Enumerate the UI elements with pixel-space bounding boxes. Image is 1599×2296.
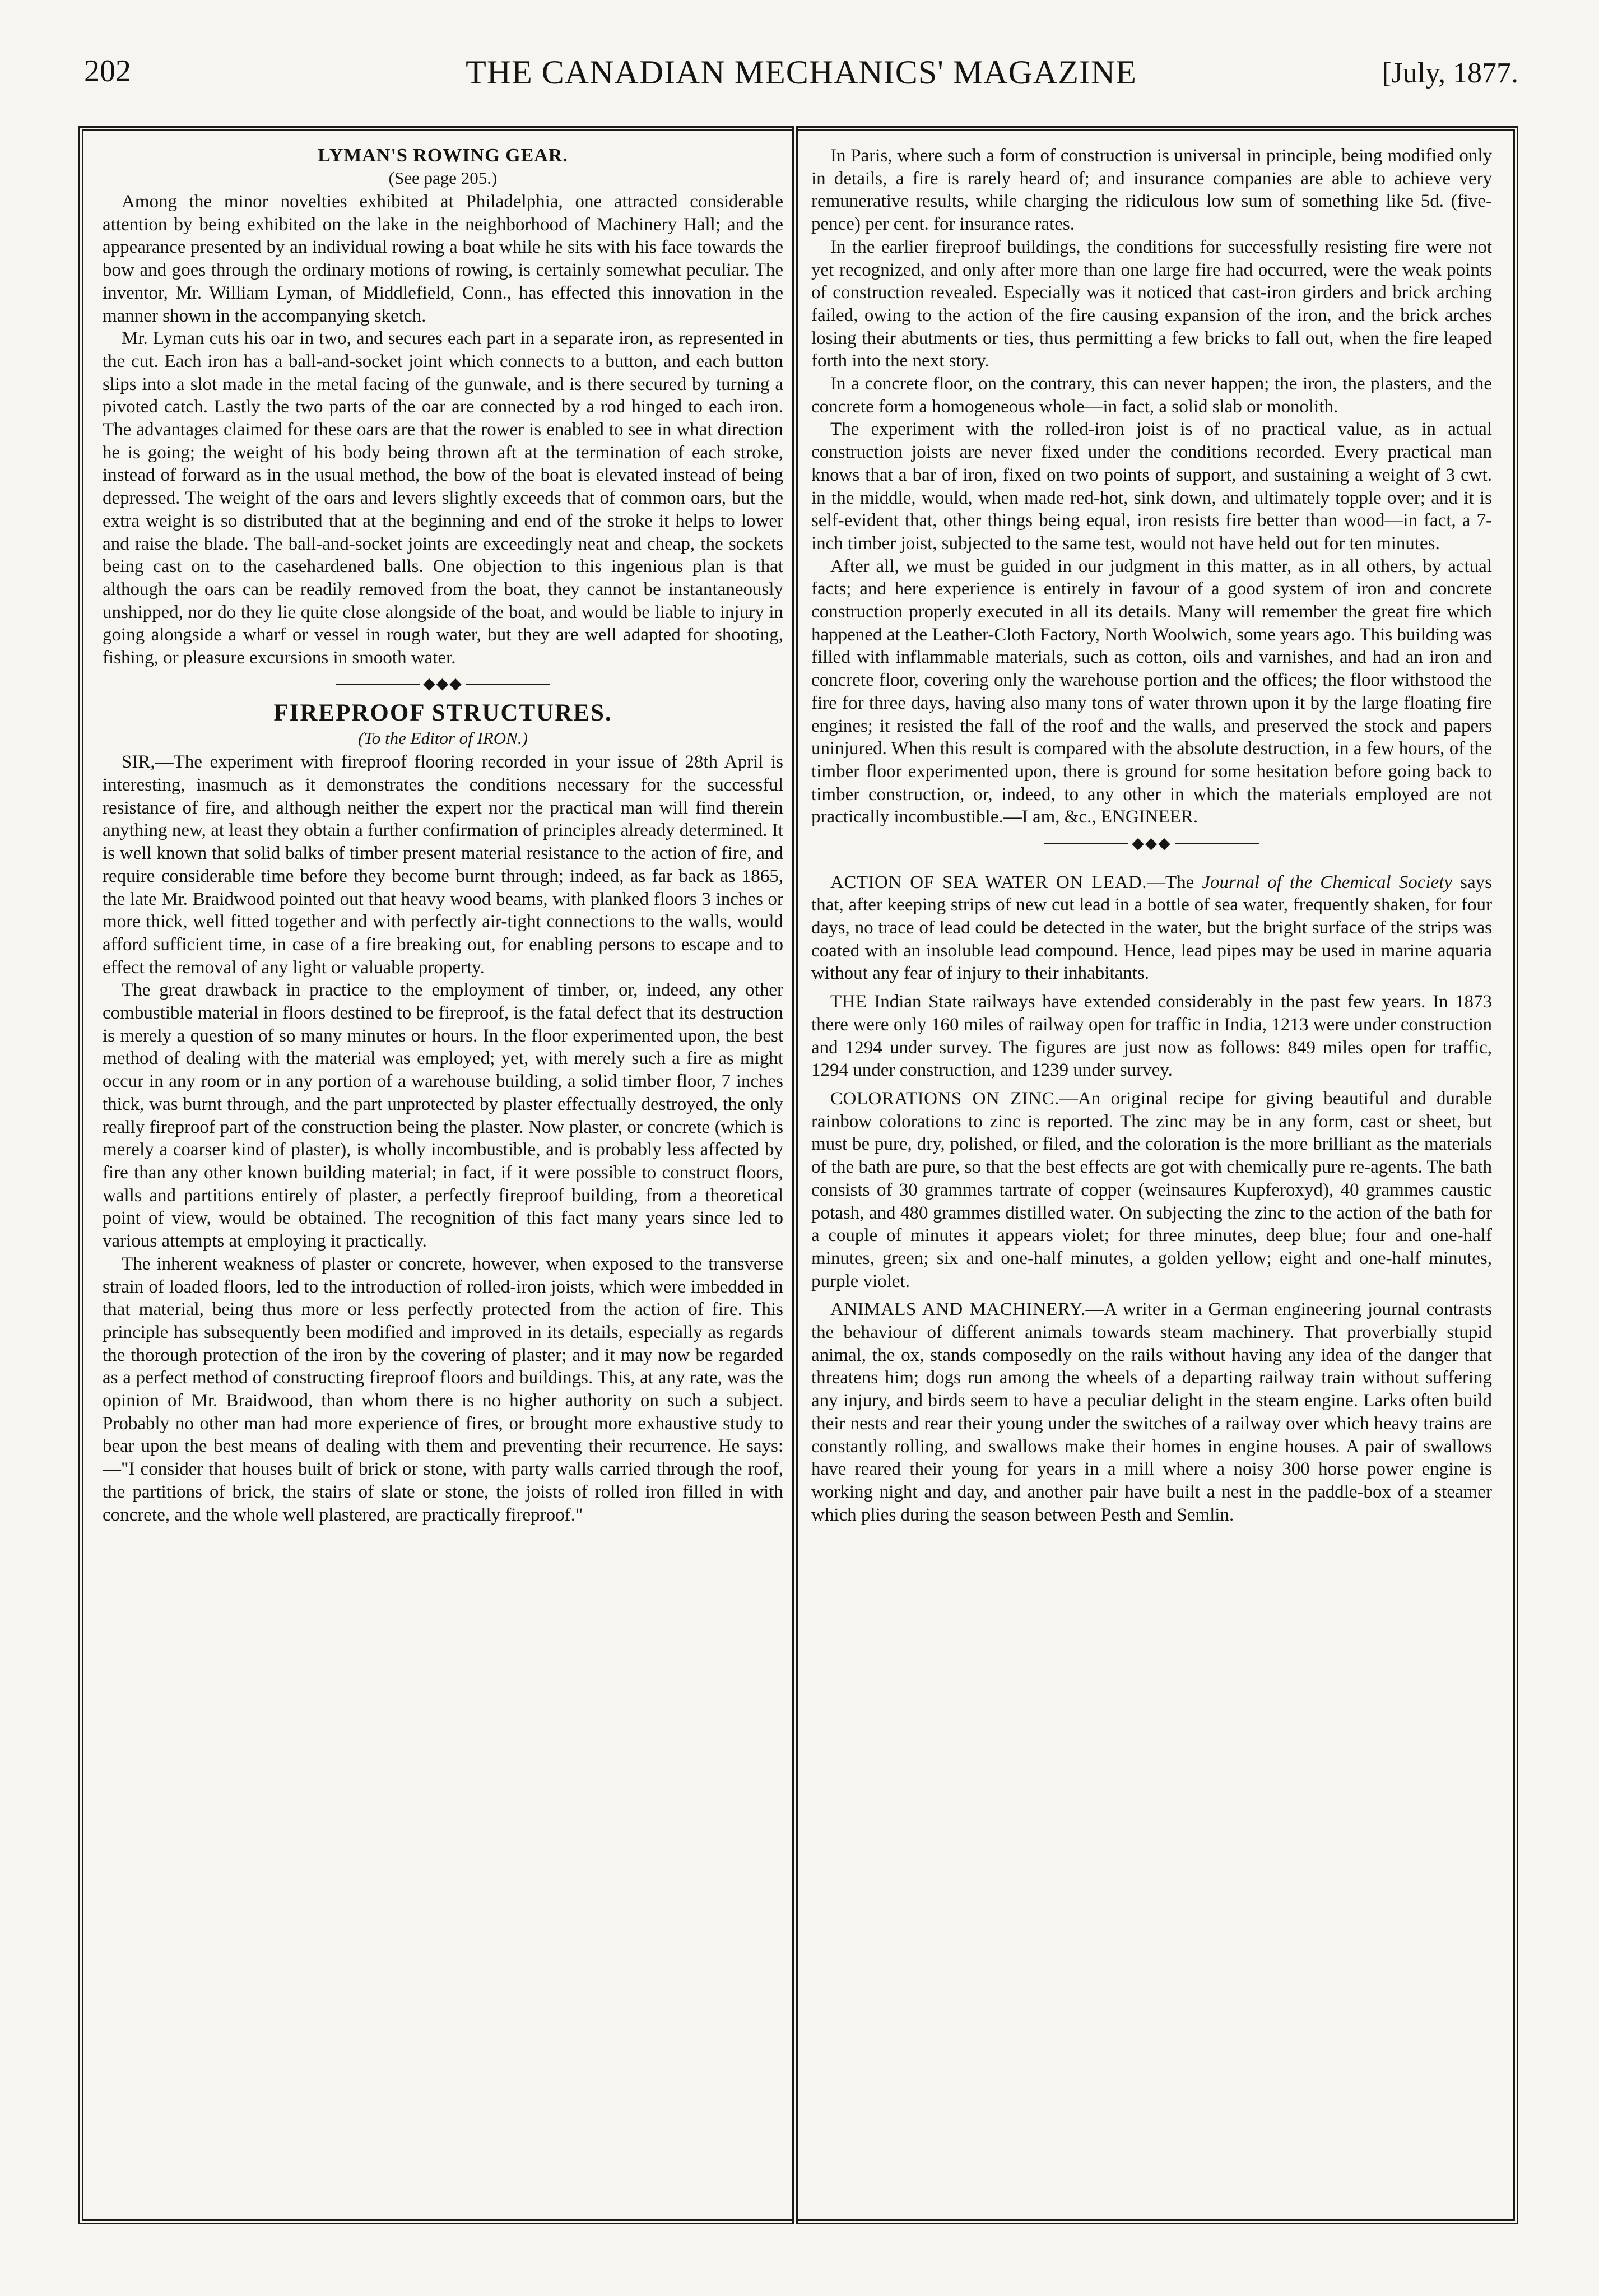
article-title-fireproof-structures: FIREPROOF STRUCTURES. (273, 700, 612, 727)
item-sea-water-on-lead (811, 871, 1492, 986)
journal-name: Journal of the Chemical Society (1202, 872, 1453, 893)
article-title-lymans-rowing-gear: LYMAN'S ROWING GEAR. (318, 145, 568, 166)
item-text: Indian State railways have extended considerably in the past few years. In 1873 there were only 160 miles of railway open for traffic in India, 1213 were under construction and 1294 under survey. The figures are just now as follows: 849 miles open for traffic, 1294 under construction, and 1239 under survey. (811, 992, 1492, 1081)
section-ornament: ◆◆◆ (103, 674, 783, 694)
item-lead-in: ANIMALS AND MACHINERY. (830, 1299, 1086, 1320)
paragraph: Mr. Lyman cuts his oar in two, and secures each part in a separate iron, as represented in the cut. Each iron has a ball-and-socket joint which connects to a button, and each button slips into a slot made in the metal facing of the gunwale, and is there secured by turning a pivoted catch. Lastly the two parts of the oar are connected by a rod hinged to each iron. The advantages claimed for these oars are that the rower is enabled to see in what direction he is going; the weight of his body being thrown aft at the termination of each stroke, instead of forward as in the usual method, the bow of the boat is elevated instead of being depressed. The weight of the oars and levers slightly exceeds that of common oars, but the extra weight is so distributed that at the beginning and end of the stroke it helps to lower and raise the blade. The ball-and-socket joints are exceedingly neat and cheap, the sockets being cast on to the casehardened balls. One objection to this ingenious plan is that although the oars can be readily removed from the boat, they cannot be instantaneously unshipped, nor do they lie quite close alongside of the boat, and would be liable to injury in going alongside a wharf or vessel in rough water, but they are well adapted for shooting, fishing, or pleasure excursions in smooth water. (103, 328, 783, 668)
page-reference: (See page 205.) (388, 168, 498, 188)
item-text: —A writer in a German engineering journal contrasts the behaviour of different animals towards steam machinery. That proverbially stupid animal, the ox, stands composedly on the rails without having any idea of the danger that threatens him; dogs run among the wheels of a departing railway train without suffering any injury, and birds seem to have a peculiar delight in the steam engine. Larks often build their nests and rear their young under the switches of a railway over which heavy trains are constantly rolling, and swallows make their homes in engine houses. A pair of swallows have reared their young for years in a mill where a noisy 300 horse power engine is working night and day, and another pair have built a nest in the paddle-box of a steamer which plies during the season between Pesth and Semlin. (811, 1299, 1492, 1525)
paragraph: After all, we must be guided in our judgment in this matter, as in all others, by actual facts; and here experience is entirely in favour of a good system of iron and concrete construction properly executed in all its details. Many will remember the great fire which happened at the Leather-Cloth Factory, North Woolwich, some years ago. This building was filled with inflammable materials, such as cotton, oils and varnishes, and had an iron and concrete floor, covering only the warehouse portion and the offices; the floor withstood the fire for three days, having also many tons of water thrown upon it by the large floating fire engines; it resisted the fall of the roof and the walls, and preserved the stock and papers uninjured. When this result is compared with the absolute destruction, in a few hours, of the timber floor experimented upon, there is ground for some hesitation before going back to timber construction, or, indeed, to any other in which the materials employed are not practically incombustible.—I am, &c., ENGINEER. (811, 556, 1492, 828)
paragraph: Among the minor novelties exhibited at Philadelphia, one attracted considerable attention by being exhibited on the lake in the neighborhood of Machinery Hall; and the appearance presented by an individual rowing a boat while he sits with his face towards the bow and goes through the ordinary motions of rowing, is certainly somewhat peculiar. The inventor, Mr. William Lyman, of Middlefield, Conn., has effected this innovation in the manner shown in the accompanying sketch. (103, 192, 783, 326)
paragraph: In the earlier fireproof buildings, the conditions for successfully resisting fire were not yet recognized, and only after more than one large fire had occurred, were the weak points of construction revealed. Especially was it noticed that cast-iron girders and brick arching failed, owing to the action of the fire causing expansion of the iron, and the brick arches losing their abutments or ties, thus permitting a few bricks to fall out, when the fire leaped forth into the next story. (811, 236, 1492, 371)
item-lead-in: THE (830, 992, 867, 1012)
item-text: —An original recipe for giving beautiful and durable rainbow colorations to zinc is reported. The zinc may be in any form, cast or sheet, but must be pure, dry, polished, or filed, and the coloration is the more brilliant as the materials of the bath are pure, so that the best effects are got with chemically pure re-agents. The bath consists of 30 grammes tartrate of copper (weinsaures Kupferoxyd), 40 grammes caustic potash, and 480 grammes distilled water. On subjecting the zinc to the action of the bath for a couple of minutes it appears violet; for three minutes, deep blue; four and one-half minutes, green; six and one-half minutes, a golden yellow; eight and one-half minutes, purple violet. (811, 1089, 1492, 1291)
paragraph: In Paris, where such a form of construction is universal in principle, being modified only in details, a fire is rarely heard of; and insurance companies are able to achieve very remunerative results, while charging the ridiculous low sum of something like 5d. (five-pence) per cent. for insurance rates. (811, 146, 1492, 235)
paragraph: In a concrete floor, on the contrary, this can never happen; the iron, the plasters, and the concrete form a homogeneous whole—in fact, a solid slab or monolith. (811, 374, 1492, 417)
article-attribution: (To the Editor of IRON.) (358, 728, 528, 749)
left-column (103, 145, 783, 2212)
magazine-title: THE CANADIAN MECHANICS' MAGAZINE (466, 54, 1137, 91)
paragraph: SIR,—The experiment with fireproof flooring recorded in your issue of 28th April is interesting, inasmuch as it demonstrates the conditions necessary for the successful resistance of fire, and although neither the expert nor the practical man will find therein anything new, at least they obtain a further confirmation of principles already determined. It is well known that solid balks of timber present material resistance to the action of fire, and require considerable time before they become burnt through; indeed, as far back as 1865, the late Mr. Braidwood pointed out that heavy wood beams, with planked floors 3 inches or more thick, well fitted together and with perfectly air-tight connections to the walls, would afford sufficient time, in case of a fire breaking out, for enabling persons to escape and to effect the removal of any light or valuable property. (103, 752, 783, 978)
section-ornament: ◆◆◆ (811, 833, 1492, 853)
item-colorations-on-zinc (811, 1087, 1492, 1293)
paragraph: The experiment with the rolled-iron joist is of no practical value, as in actual construction joists are never fixed under the conditions recorded. Every practical man knows that a bar of iron, fixed on two points of support, and sustaining a weight of 3 cwt. in the middle, would, when made red-hot, sink down, and ultimately topple over; and it is self-evident that, other things being equal, iron resists fire better than wood—in fact, a 7-inch timber joist, subjected to the same test, would not have held out for ten minutes. (811, 419, 1492, 554)
item-text: says that, after keeping strips of new cut lead in a bottle of sea water, frequently shaken, for four days, no trace of lead could be detected in the water, but the bright surface of the strips was coated with an insoluble lead compound. Hence, lead pipes may be used in marine aquaria without any fear of injury to their inhabitants. (811, 872, 1492, 984)
right-column (811, 145, 1492, 2212)
page-number: 202 (84, 54, 131, 89)
item-indian-railways (811, 991, 1492, 1082)
item-animals-and-machinery (811, 1298, 1492, 1526)
column-divider (794, 126, 798, 2224)
running-head (84, 53, 1518, 104)
item-lead-in: ACTION OF SEA WATER ON LEAD. (830, 872, 1147, 893)
paragraph: The inherent weakness of plaster or concrete, however, when exposed to the transverse strain of loaded floors, led to the introduction of rolled-iron joists, which were imbedded in that material, being thus more or less perfectly protected from the action of fire. This principle has subsequently been modified and improved in its details, especially as regards the thorough protection of the iron by the covering of plaster; and it may now be regarded as a perfect method of constructing fireproof floors and buildings. This, at any rate, was the opinion of Mr. Braidwood, than whom there is no higher authority on such a subject. Probably no other man had more experience of fires, or brought more exhaustive study to bear upon the best means of dealing with them and preventing their recurrence. He says:—"I consider that houses built of brick or stone, with party walls carried through the roof, the partitions of brick, the stairs of slate or stone, the joists of rolled iron filled in with concrete, and the whole well plastered, are practically fireproof." (103, 1253, 783, 1525)
paragraph: The great drawback in practice to the employment of timber, or, indeed, any other combustible material in floors destined to be fireproof, is the fatal defect that its destruction is merely a question of so many minutes or hours. In the floor experimented upon, the best method of dealing with the material was employed; yet, with merely such a fire as might occur in any room or in any portion of a warehouse building, a solid timber floor, 7 inches thick, was burnt through, and the part unprotected by plaster effectually destroyed, the only really fireproof part of the construction being the plaster. Now plaster, or concrete (which is merely a coarser kind of plaster), is wholly incombustible, and is probably less affected by fire than any other known building material; in fact, if it were possible to construct floors, walls and partitions entirely of plaster, a perfectly fireproof building, from a theoretical point of view, would be obtained. The recognition of this fact many years since led to various attempts at employing it practically. (103, 980, 783, 1252)
issue-date: [July, 1877. (1382, 57, 1518, 89)
item-lead-in: COLORATIONS ON ZINC. (830, 1089, 1059, 1109)
item-text: —The (1147, 872, 1202, 893)
